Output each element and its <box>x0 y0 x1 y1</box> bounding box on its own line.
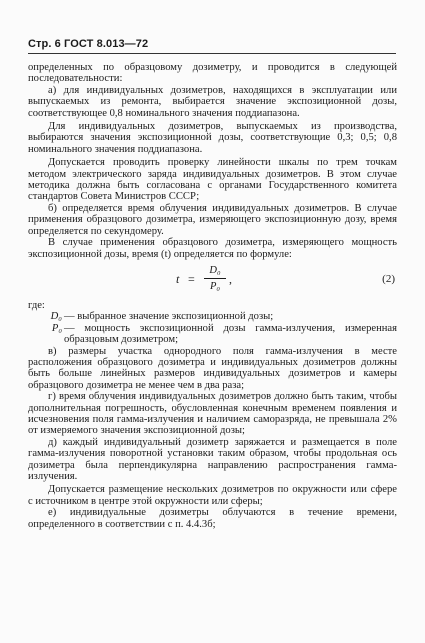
definition-symbol: D₀ <box>50 311 62 323</box>
definition-description: мощность экспозиционной дозы гамма-излучения, измеренная образцовым дозиметром; <box>64 322 397 346</box>
paragraph-linearity: Допускается проводить проверку линейности шкалы по трем точкам методом электрического заряда индивидуальных дозиметров. В этом случае методика должна быть согласована с органами Государственного комитета стандартов Совета Министров СССР; <box>28 157 397 203</box>
formula-equals: = <box>188 271 195 286</box>
paragraph-e: е) индивидуальные дозиметры облучаются в течение времени, определенного в соответствии с п. 4.4.3б; <box>28 507 397 530</box>
formula-lhs: t <box>176 271 180 286</box>
paragraph-production: Для индивидуальных дозиметров, выпускаемых из производства, выбираются значения экспозиционной дозы, соответствующие 0,3; 0,5; 0,8 номинального значения поддиапазона. <box>28 121 397 155</box>
paragraph-b: б) определяется время облучения индивидуальных дозиметров. В случае применения образцового дозиметра, измеряющего экспозиционную дозу, время определяется по секундомеру. <box>28 202 397 237</box>
definition-p0 <box>28 323 397 346</box>
header-rule <box>28 53 396 54</box>
definition-dash: — <box>64 322 85 334</box>
definition-dash: — <box>64 311 78 323</box>
fraction-bar <box>204 278 226 279</box>
paragraph-v: в) размеры участка однородного поля гамма-излучения в месте расположения образцового дозиметра и индивидуальных дозиметров должны быть больше линейных размеров индивидуальных дозиметров и камеры образцового дозиметра не менее чем в два раза; <box>28 345 397 391</box>
paragraph-dose-rate: В случае применения образцового дозиметра, измеряющего мощность экспозиционной дозы, время (t) определяется по формуле: <box>28 237 397 260</box>
formula-number: (2) <box>382 272 395 285</box>
paragraph-a: а) для индивидуальных дозиметров, находящихся в эксплуатации или выпускаемых из ремонта, выбирается значение экспозиционной дозы, соответствующее 0,8 номинального значения поддиапазона. <box>28 84 397 119</box>
formula-fraction <box>204 264 226 293</box>
definition-description: выбранное значение экспозиционной дозы; <box>77 311 274 323</box>
page-header: Стр. 6 ГОСТ 8.013—72 <box>28 38 149 50</box>
paragraph-intro: определенных по образцовому дозиметру, и проводится в следующей последовательности: <box>28 62 397 85</box>
where-label: где: <box>28 299 45 311</box>
paragraph-d: д) каждый индивидуальный дозиметр заряжается и размещается в поле гамма-излучения поворотной установки таким образом, чтобы продольная ось дозиметра была перпендикулярна направлению распространения гамма-излучения. <box>28 436 397 482</box>
paragraph-g: г) время облучения индивидуальных дозиметров должно быть таким, чтобы дополнительная погрешность, обусловленная конечным временем появления и исчезновения поля гамма-излучения и наличием саморазряда, не превышала 2% от измеряемого значения экспозиционной дозы; <box>28 391 397 437</box>
formula-denominator: P₀ <box>209 280 221 292</box>
formula-numerator: D₀ <box>209 264 221 276</box>
formula-2 <box>28 264 397 298</box>
definition-d0 <box>28 311 397 322</box>
formula-comma: , <box>229 271 232 286</box>
document-body <box>28 62 397 530</box>
definition-text <box>64 323 397 346</box>
definition-text <box>64 311 397 322</box>
definition-symbol: P₀ <box>51 322 62 334</box>
paragraph-allowed: Допускается размещение нескольких дозиметров по окружности или сфере с источником в центре этой окружности или сферы; <box>28 484 397 507</box>
